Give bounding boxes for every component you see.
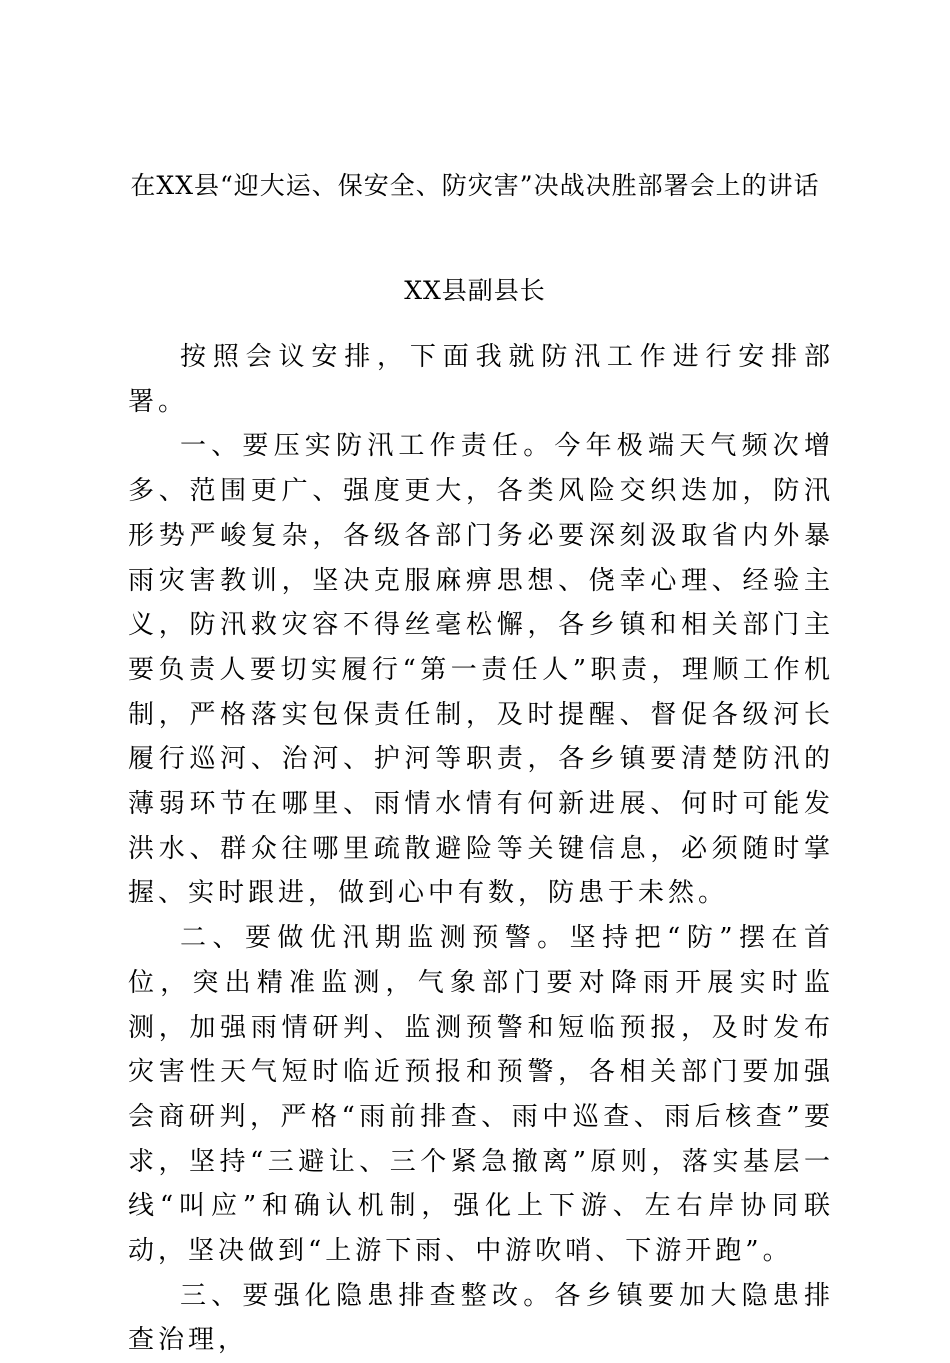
paragraph-section-3: 三、要强化隐患排查整改。各乡镇要加大隐患排查治理，: [128, 1280, 834, 1356]
document-body: [128, 335, 834, 1363]
paragraph-intro: 按照会议安排，下面我就防汛工作进行安排部署。: [128, 342, 834, 417]
paragraph-section-2: 二、要做优汛期监测预警。坚持把“防”摆在首位，突出精准监测，气象部门要对降雨开展实时监测，加强雨情研判、监测预警和短临预报，及时发布灾害性天气短时临近预报和预警，各相关部门要加强会商研判，严格“雨前排查、雨中巡查、雨后核查”要求，坚持“三避让、三个紧急撤离”原则，落实基层一线“叫应”和确认机制，强化上下游、左右岸协同联动，坚决做到“上游下雨、中游吹哨、下游开跑”。: [128, 923, 834, 1267]
document-author: XX县副县长: [404, 276, 546, 305]
document-title: 在XX县“迎大运、保安全、防灾害”决战决胜部署会上的讲话: [130, 171, 820, 200]
paragraph-section-1: 一、要压实防汛工作责任。今年极端天气频次增多、范围更广、强度更大，各类风险交织迭加，防汛形势严峻复杂，各级各部门务必要深刻汲取省内外暴雨灾害教训，坚决克服麻痹思想、侥幸心理、经验主义，防汛救灾容不得丝毫松懈，各乡镇和相关部门主要负责人要切实履行“第一责任人”职责，理顺工作机制，严格落实包保责任制，及时提醒、督促各级河长履行巡河、治河、护河等职责，各乡镇要清楚防汛的薄弱环节在哪里、雨情水情有何新进展、何时可能发洪水、群众往哪里疏散避险等关键信息，必须随时掌握、实时跟进，做到心中有数，防患于未然。: [128, 431, 834, 909]
